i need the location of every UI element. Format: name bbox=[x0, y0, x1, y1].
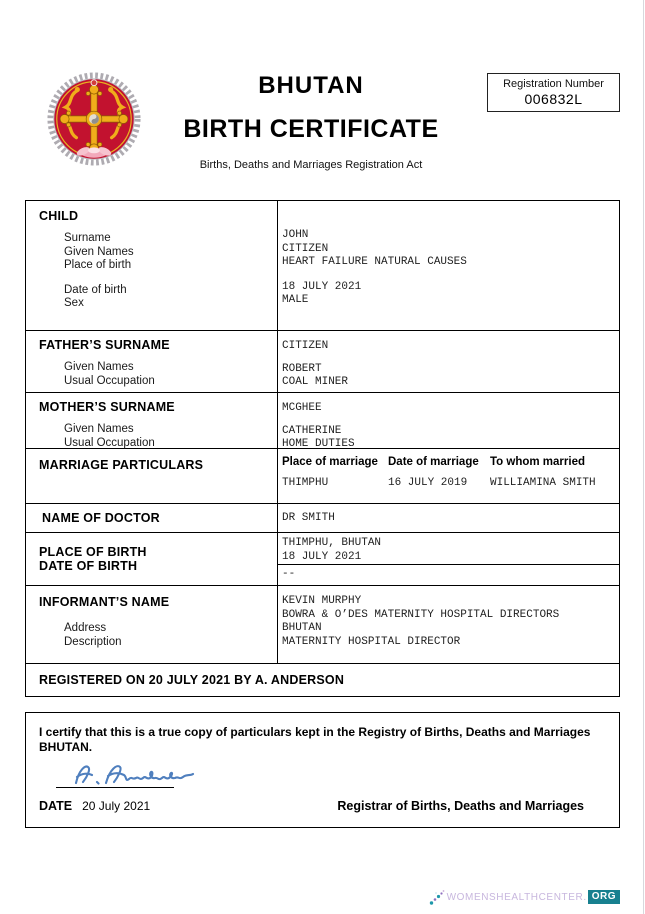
watermark-site-text: WOMENSHEALTHCENTER. bbox=[446, 891, 587, 903]
watermark-sparkle-icon bbox=[429, 888, 445, 906]
certify-statement-line1: I certify that this is a true copy of particulars kept in the Registry of Births, Deaths and Marriages bbox=[39, 725, 591, 739]
child-given-names-label: Given Names bbox=[64, 245, 134, 258]
marriage-heading: MARRIAGE PARTICULARS bbox=[39, 458, 204, 472]
date-value: 20 July 2021 bbox=[82, 799, 151, 813]
informant-description-value: MATERNITY HOSPITAL DIRECTOR bbox=[282, 635, 461, 648]
informant-name-value: KEVIN MURPHY bbox=[282, 595, 362, 607]
informant-description-label: Description bbox=[64, 635, 122, 648]
place-of-birth-heading: PLACE OF BIRTH bbox=[39, 545, 147, 559]
date-of-birth-heading: DATE OF BIRTH bbox=[39, 559, 138, 573]
child-sex-value: MALE bbox=[282, 294, 309, 306]
child-section bbox=[26, 201, 619, 331]
informant-address-value: BHUTAN bbox=[282, 622, 322, 634]
certify-statement-line2: BHUTAN. bbox=[39, 740, 93, 754]
doctor-value: DR SMITH bbox=[282, 512, 335, 524]
document-subtitle: Births, Deaths and Marriages Registration Act bbox=[199, 159, 423, 171]
child-heading: CHILD bbox=[39, 209, 79, 223]
country-title: BHUTAN bbox=[258, 72, 364, 99]
informant-organisation-value: BOWRA & O’DES MATERNITY HOSPITAL DIRECTORS bbox=[282, 608, 560, 621]
birth-place-value: THIMPHU, BHUTAN bbox=[282, 537, 382, 549]
date-label: DATE bbox=[39, 799, 73, 813]
father-given-names-label: Given Names bbox=[64, 361, 134, 373]
signature-line bbox=[56, 787, 174, 788]
watermark-tld-badge: ORG bbox=[588, 890, 620, 904]
birth-extra-value: -- bbox=[282, 568, 296, 580]
registrar-signature bbox=[66, 757, 216, 791]
doctor-heading: NAME OF DOCTOR bbox=[42, 511, 160, 525]
registration-number-value: 006832L bbox=[524, 91, 583, 107]
page-right-edge bbox=[643, 0, 644, 914]
mother-occupation-value: HOME DUTIES bbox=[282, 438, 355, 450]
informant-heading: INFORMANT’S NAME bbox=[39, 595, 170, 609]
child-surname-label: Surname bbox=[64, 232, 111, 244]
title-block bbox=[150, 72, 472, 171]
child-place-of-birth-label: Place of birth bbox=[64, 259, 132, 271]
birth-place-date-section bbox=[26, 533, 619, 586]
mother-surname-heading: MOTHER’S SURNAME bbox=[39, 400, 175, 414]
mother-surname-value: MCGHEE bbox=[282, 402, 322, 414]
father-surname-heading: FATHER’S SURNAME bbox=[39, 338, 170, 352]
informant-section bbox=[26, 586, 619, 664]
mother-section bbox=[26, 393, 619, 449]
date-of-marriage-label: Date of marriage bbox=[388, 456, 479, 468]
place-of-marriage-label: Place of marriage bbox=[282, 456, 378, 468]
child-given-names-value: CITIZEN bbox=[282, 242, 329, 255]
site-watermark bbox=[429, 888, 620, 906]
father-occupation-label: Usual Occupation bbox=[64, 374, 155, 387]
doctor-section bbox=[26, 504, 619, 533]
place-of-marriage-value: THIMPHU bbox=[282, 477, 329, 489]
father-occupation-value: COAL MINER bbox=[282, 376, 349, 388]
child-date-of-birth-value: 18 JULY 2021 bbox=[282, 280, 362, 293]
bhutan-emblem-icon bbox=[45, 70, 143, 168]
document-title: BIRTH CERTIFICATE bbox=[183, 115, 439, 143]
father-surname-value: CITIZEN bbox=[282, 340, 329, 352]
mother-given-names-value: CATHERINE bbox=[282, 424, 342, 437]
child-surname-value: JOHN bbox=[282, 229, 309, 241]
birth-date-value: 18 JULY 2021 bbox=[282, 550, 362, 563]
certification-box bbox=[25, 712, 620, 828]
child-place-of-birth-value: HEART FAILURE NATURAL CAUSES bbox=[282, 256, 467, 268]
to-whom-married-label: To whom married bbox=[490, 456, 585, 468]
child-date-of-birth-label: Date of birth bbox=[64, 283, 127, 296]
registration-number-box bbox=[487, 73, 620, 112]
to-whom-married-value: WILLIAMINA SMITH bbox=[490, 477, 596, 489]
informant-address-label: Address bbox=[64, 622, 107, 634]
father-given-names-value: ROBERT bbox=[282, 362, 322, 375]
date-of-marriage-value: 16 JULY 2019 bbox=[388, 477, 468, 489]
registered-on-text: REGISTERED ON 20 JULY 2021 BY A. ANDERSON bbox=[39, 673, 345, 687]
child-sex-label: Sex bbox=[64, 297, 84, 309]
mother-occupation-label: Usual Occupation bbox=[64, 436, 155, 449]
marriage-section bbox=[26, 449, 619, 504]
registration-number-label: Registration Number bbox=[503, 78, 604, 90]
registered-on-row bbox=[26, 664, 619, 696]
father-section bbox=[26, 331, 619, 393]
registrar-title: Registrar of Births, Deaths and Marriages bbox=[337, 799, 584, 813]
particulars-table bbox=[25, 200, 620, 697]
mother-given-names-label: Given Names bbox=[64, 423, 134, 435]
